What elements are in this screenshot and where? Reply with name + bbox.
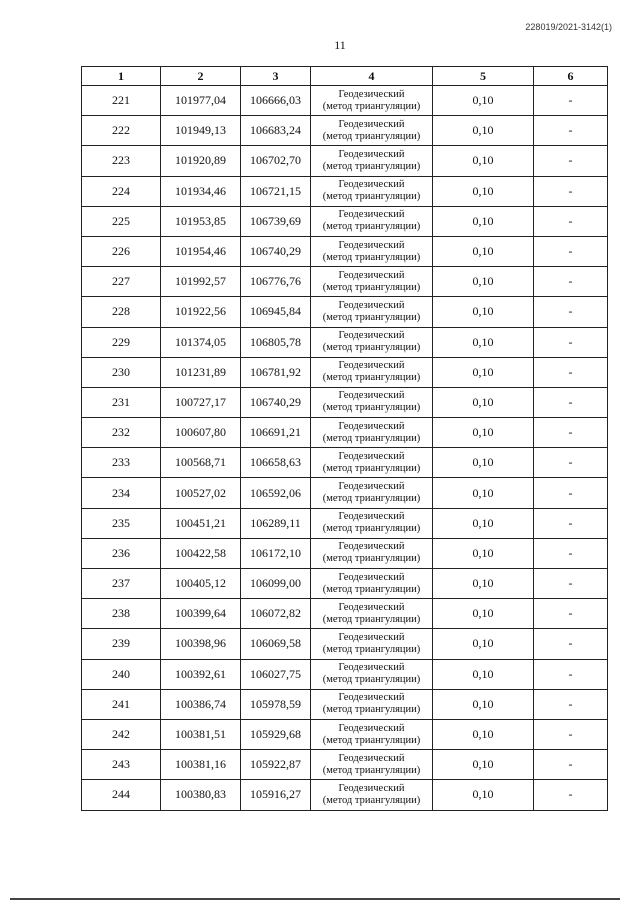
accuracy-value: 0,10: [433, 387, 534, 417]
point-number: 230: [82, 357, 161, 387]
coordinate-y: 106776,76: [241, 267, 311, 297]
point-number: 237: [82, 569, 161, 599]
table-row: [82, 569, 608, 599]
table-row: [82, 629, 608, 659]
accuracy-value: 0,10: [433, 236, 534, 266]
method-cell: [311, 750, 433, 780]
accuracy-value: 0,10: [433, 206, 534, 236]
method-cell: [311, 236, 433, 266]
coordinate-x: 101920,89: [161, 146, 241, 176]
point-number: 224: [82, 176, 161, 206]
method-line-1: Геодезический: [338, 360, 405, 372]
point-number: 221: [82, 86, 161, 116]
coordinate-x: 101922,56: [161, 297, 241, 327]
method-line-1: Геодезический: [338, 752, 405, 764]
footer-divider: [10, 898, 620, 900]
coordinate-x: 100381,51: [161, 719, 241, 749]
coordinate-y: 106592,06: [241, 478, 311, 508]
coordinate-y: 106781,92: [241, 357, 311, 387]
accuracy-value: 0,10: [433, 719, 534, 749]
method-line-1: Геодезический: [338, 88, 405, 100]
table-row: [82, 206, 608, 236]
note-value: -: [534, 478, 608, 508]
method-cell: [311, 267, 433, 297]
method-cell: [311, 569, 433, 599]
coordinate-y: 106172,10: [241, 538, 311, 568]
method-cell: [311, 629, 433, 659]
method-line-2: (метод триангуляции): [322, 613, 421, 625]
note-value: -: [534, 116, 608, 146]
method-line-2: (метод триангуляции): [322, 704, 421, 716]
point-number: 226: [82, 236, 161, 266]
note-value: -: [534, 629, 608, 659]
method-line-1: Геодезический: [338, 118, 405, 130]
method-line-1: Геодезический: [338, 420, 405, 432]
method-line-2: (метод триангуляции): [322, 311, 421, 323]
coordinate-y: 105929,68: [241, 719, 311, 749]
coordinate-x: 100727,17: [161, 387, 241, 417]
note-value: -: [534, 206, 608, 236]
coordinate-x: 100405,12: [161, 569, 241, 599]
method-line-2: (метод триангуляции): [322, 432, 421, 444]
point-number: 234: [82, 478, 161, 508]
point-number: 239: [82, 629, 161, 659]
accuracy-value: 0,10: [433, 599, 534, 629]
accuracy-value: 0,10: [433, 689, 534, 719]
coordinate-x: 100527,02: [161, 478, 241, 508]
point-number: 232: [82, 418, 161, 448]
method-line-1: Геодезический: [338, 481, 405, 493]
method-line-2: (метод триангуляции): [322, 462, 421, 474]
method-cell: [311, 448, 433, 478]
method-line-2: (метод триангуляции): [322, 794, 421, 806]
method-line-2: (метод триангуляции): [322, 160, 421, 172]
point-number: 229: [82, 327, 161, 357]
coordinate-y: 106702,70: [241, 146, 311, 176]
accuracy-value: 0,10: [433, 508, 534, 538]
coordinate-x: 100386,74: [161, 689, 241, 719]
method-line-2: (метод триангуляции): [322, 251, 421, 263]
coordinate-y: 106027,75: [241, 659, 311, 689]
method-line-1: Геодезический: [338, 601, 405, 613]
accuracy-value: 0,10: [433, 357, 534, 387]
note-value: -: [534, 538, 608, 568]
note-value: -: [534, 327, 608, 357]
coordinate-y: 106691,21: [241, 418, 311, 448]
accuracy-value: 0,10: [433, 538, 534, 568]
method-line-1: Геодезический: [338, 209, 405, 221]
note-value: -: [534, 387, 608, 417]
coordinate-y: 106289,11: [241, 508, 311, 538]
method-line-1: Геодезический: [338, 239, 405, 251]
method-line-2: (метод триангуляции): [322, 764, 421, 776]
coordinate-y: 106658,63: [241, 448, 311, 478]
accuracy-value: 0,10: [433, 780, 534, 810]
coordinate-x: 101953,85: [161, 206, 241, 236]
coordinate-y: 106069,58: [241, 629, 311, 659]
table-row: [82, 236, 608, 266]
accuracy-value: 0,10: [433, 418, 534, 448]
method-line-2: (метод триангуляции): [322, 281, 421, 293]
table-row: [82, 478, 608, 508]
coordinate-x: 100399,64: [161, 599, 241, 629]
coordinate-x: 101231,89: [161, 357, 241, 387]
method-line-1: Геодезический: [338, 782, 405, 794]
column-header-6: 6: [534, 67, 608, 86]
method-line-1: Геодезический: [338, 148, 405, 160]
method-cell: [311, 780, 433, 810]
note-value: -: [534, 569, 608, 599]
method-cell: [311, 689, 433, 719]
note-value: -: [534, 297, 608, 327]
coordinate-x: 100381,16: [161, 750, 241, 780]
method-line-1: Геодезический: [338, 330, 405, 342]
method-line-1: Геодезический: [338, 722, 405, 734]
table-row: [82, 418, 608, 448]
note-value: -: [534, 267, 608, 297]
note-value: -: [534, 236, 608, 266]
table-row: [82, 387, 608, 417]
coordinate-x: 101954,46: [161, 236, 241, 266]
accuracy-value: 0,10: [433, 86, 534, 116]
method-cell: [311, 659, 433, 689]
note-value: -: [534, 750, 608, 780]
method-line-1: Геодезический: [338, 662, 405, 674]
accuracy-value: 0,10: [433, 176, 534, 206]
method-line-1: Геодезический: [338, 541, 405, 553]
column-header-5: 5: [433, 67, 534, 86]
note-value: -: [534, 357, 608, 387]
coordinate-x: 101949,13: [161, 116, 241, 146]
accuracy-value: 0,10: [433, 629, 534, 659]
coordinate-x: 101977,04: [161, 86, 241, 116]
coordinate-x: 101992,57: [161, 267, 241, 297]
method-line-2: (метод триангуляции): [322, 100, 421, 112]
method-cell: [311, 599, 433, 629]
coordinate-y: 106740,29: [241, 387, 311, 417]
coordinate-x: 101934,46: [161, 176, 241, 206]
method-cell: [311, 538, 433, 568]
point-number: 241: [82, 689, 161, 719]
method-line-2: (метод триангуляции): [322, 372, 421, 384]
accuracy-value: 0,10: [433, 297, 534, 327]
coordinate-x: 100568,71: [161, 448, 241, 478]
table-row: [82, 86, 608, 116]
point-number: 242: [82, 719, 161, 749]
coordinate-y: 106805,78: [241, 327, 311, 357]
point-number: 227: [82, 267, 161, 297]
point-number: 235: [82, 508, 161, 538]
coordinate-x: 100398,96: [161, 629, 241, 659]
method-cell: [311, 86, 433, 116]
table-row: [82, 508, 608, 538]
method-line-2: (метод триангуляции): [322, 402, 421, 414]
table-row: [82, 327, 608, 357]
coordinate-y: 105978,59: [241, 689, 311, 719]
accuracy-value: 0,10: [433, 267, 534, 297]
accuracy-value: 0,10: [433, 750, 534, 780]
table-row: [82, 750, 608, 780]
accuracy-value: 0,10: [433, 478, 534, 508]
coordinates-table: [81, 66, 608, 811]
note-value: -: [534, 780, 608, 810]
coordinate-x: 100392,61: [161, 659, 241, 689]
point-number: 222: [82, 116, 161, 146]
method-cell: [311, 116, 433, 146]
point-number: 238: [82, 599, 161, 629]
note-value: -: [534, 418, 608, 448]
method-line-2: (метод триангуляции): [322, 523, 421, 535]
coordinate-y: 106945,84: [241, 297, 311, 327]
table-header-row: [82, 67, 608, 86]
note-value: -: [534, 448, 608, 478]
table-row: [82, 538, 608, 568]
method-line-1: Геодезический: [338, 299, 405, 311]
coordinate-y: 106072,82: [241, 599, 311, 629]
coordinate-x: 100451,21: [161, 508, 241, 538]
method-line-1: Геодезический: [338, 631, 405, 643]
coordinate-y: 106739,69: [241, 206, 311, 236]
method-line-2: (метод триангуляции): [322, 553, 421, 565]
note-value: -: [534, 508, 608, 538]
method-cell: [311, 327, 433, 357]
method-cell: [311, 508, 433, 538]
accuracy-value: 0,10: [433, 569, 534, 599]
method-line-1: Геодезический: [338, 179, 405, 191]
method-line-2: (метод триангуляции): [322, 493, 421, 505]
method-line-1: Геодезический: [338, 692, 405, 704]
table-row: [82, 689, 608, 719]
table-row: [82, 357, 608, 387]
coordinate-y: 106740,29: [241, 236, 311, 266]
method-cell: [311, 478, 433, 508]
table-row: [82, 599, 608, 629]
note-value: -: [534, 86, 608, 116]
method-line-2: (метод триангуляции): [322, 221, 421, 233]
method-line-2: (метод триангуляции): [322, 342, 421, 354]
point-number: 231: [82, 387, 161, 417]
table-row: [82, 297, 608, 327]
column-header-1: 1: [82, 67, 161, 86]
method-line-1: Геодезический: [338, 269, 405, 281]
method-line-1: Геодезический: [338, 390, 405, 402]
method-line-2: (метод триангуляции): [322, 674, 421, 686]
note-value: -: [534, 146, 608, 176]
point-number: 240: [82, 659, 161, 689]
point-number: 225: [82, 206, 161, 236]
table-row: [82, 146, 608, 176]
column-header-3: 3: [241, 67, 311, 86]
point-number: 228: [82, 297, 161, 327]
table-row: [82, 719, 608, 749]
method-line-1: Геодезический: [338, 511, 405, 523]
note-value: -: [534, 689, 608, 719]
method-line-2: (метод триангуляции): [322, 583, 421, 595]
table-row: [82, 176, 608, 206]
accuracy-value: 0,10: [433, 659, 534, 689]
accuracy-value: 0,10: [433, 146, 534, 176]
method-line-2: (метод триангуляции): [322, 643, 421, 655]
coordinate-x: 100607,80: [161, 418, 241, 448]
coordinate-y: 105916,27: [241, 780, 311, 810]
accuracy-value: 0,10: [433, 448, 534, 478]
coordinate-y: 105922,87: [241, 750, 311, 780]
method-cell: [311, 297, 433, 327]
point-number: 244: [82, 780, 161, 810]
method-line-2: (метод триангуляции): [322, 191, 421, 203]
document-id: 228019/2021-3142(1): [525, 22, 612, 32]
point-number: 223: [82, 146, 161, 176]
point-number: 243: [82, 750, 161, 780]
method-cell: [311, 418, 433, 448]
coordinate-x: 100380,83: [161, 780, 241, 810]
coordinate-x: 101374,05: [161, 327, 241, 357]
coordinate-y: 106721,15: [241, 176, 311, 206]
method-line-1: Геодезический: [338, 450, 405, 462]
method-cell: [311, 176, 433, 206]
accuracy-value: 0,10: [433, 116, 534, 146]
coordinate-y: 106683,24: [241, 116, 311, 146]
method-cell: [311, 357, 433, 387]
method-cell: [311, 387, 433, 417]
accuracy-value: 0,10: [433, 327, 534, 357]
table-row: [82, 780, 608, 810]
table-row: [82, 659, 608, 689]
note-value: -: [534, 599, 608, 629]
method-line-1: Геодезический: [338, 571, 405, 583]
method-cell: [311, 146, 433, 176]
coordinate-y: 106099,00: [241, 569, 311, 599]
note-value: -: [534, 176, 608, 206]
point-number: 236: [82, 538, 161, 568]
table-row: [82, 448, 608, 478]
table-row: [82, 116, 608, 146]
method-line-2: (метод триангуляции): [322, 734, 421, 746]
table-row: [82, 267, 608, 297]
table-body: [82, 86, 608, 811]
point-number: 233: [82, 448, 161, 478]
column-header-4: 4: [311, 67, 433, 86]
coordinate-x: 100422,58: [161, 538, 241, 568]
method-cell: [311, 719, 433, 749]
coordinate-y: 106666,03: [241, 86, 311, 116]
method-line-2: (метод триангуляции): [322, 130, 421, 142]
note-value: -: [534, 659, 608, 689]
column-header-2: 2: [161, 67, 241, 86]
note-value: -: [534, 719, 608, 749]
page-number: 11: [334, 38, 346, 52]
method-cell: [311, 206, 433, 236]
